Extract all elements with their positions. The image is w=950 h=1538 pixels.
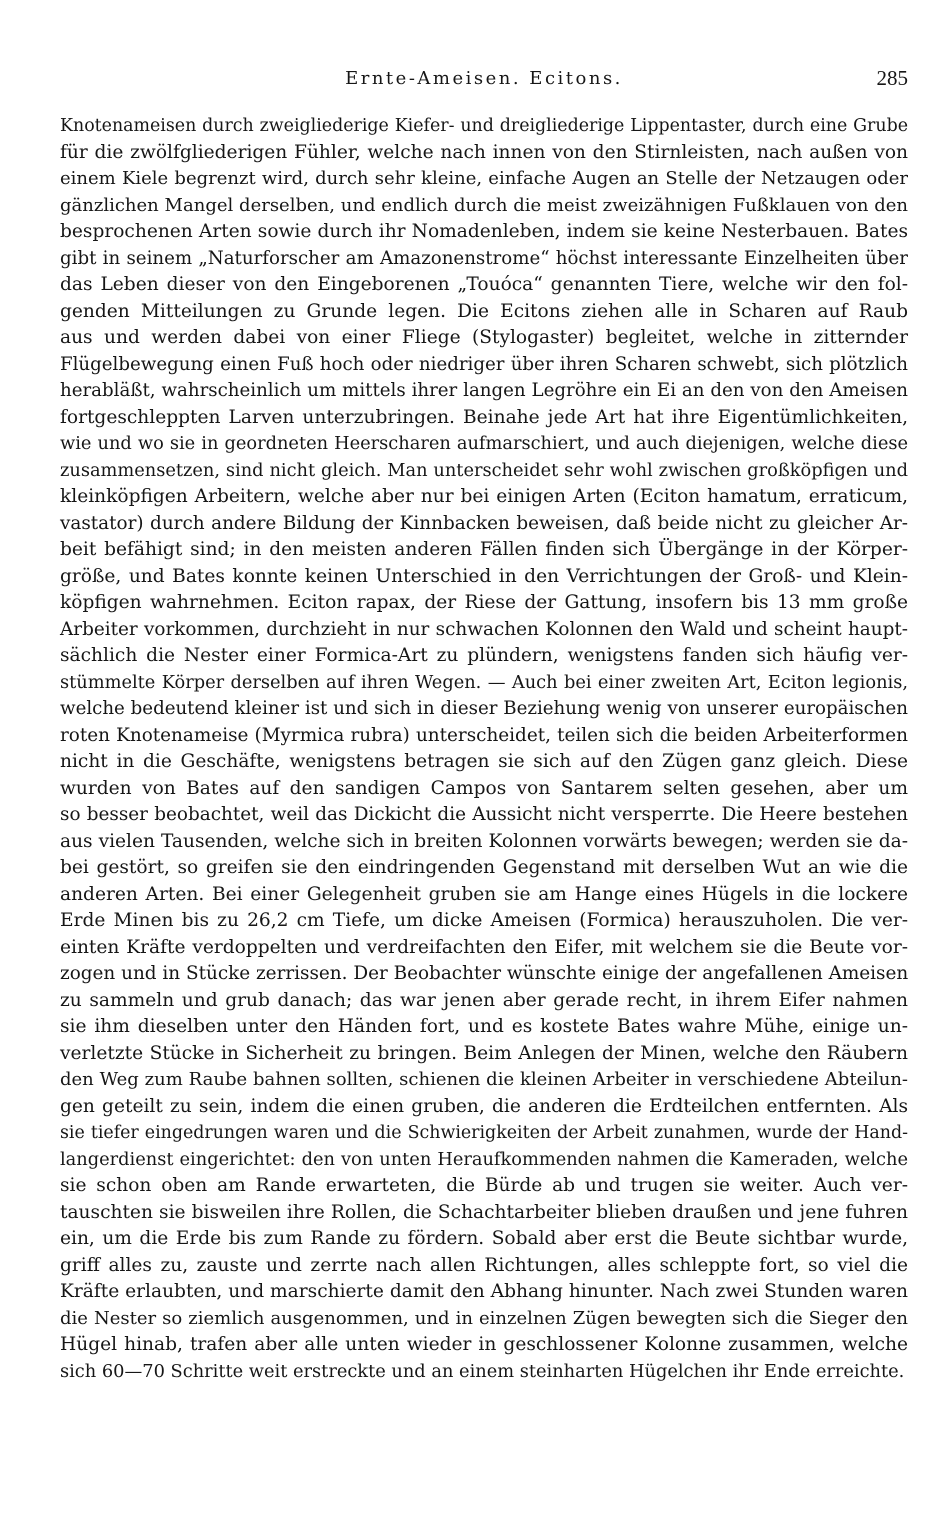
text-line: für die zwölfgliederigen Fühler, welche nach innen von den Stirnleisten, nach außen von bbox=[60, 141, 908, 163]
text-line: sie tiefer eingedrungen waren und die Schwierigkeiten der Arbeit zunahmen, wurde der Hand- bbox=[60, 1123, 908, 1143]
text-line: Kräfte erlaubten, und marschierte damit den Abhang hinunter. Nach zwei Stunden waren bbox=[60, 1281, 908, 1302]
text-line: gen geteilt zu sein, indem die einen gruben, die anderen die Erdteilchen entfernten. Als bbox=[60, 1095, 908, 1117]
text-line: aus und werden dabei von einer Fliege (Stylogaster) begleitet, welche in zitternder bbox=[60, 327, 908, 348]
text-line: zogen und in Stücke zerrissen. Der Beobachter wünschte einige der angefallenen Ameisen bbox=[60, 963, 909, 984]
text-line: nicht in die Geschäfte, wenigstens betragen sie sich auf den Zügen ganz gleich. Diese bbox=[60, 751, 908, 772]
text-line: beit befähigt sind; in den meisten anderen Fällen finden sich Übergänge in der Körper- bbox=[60, 539, 908, 560]
text-line: größe, und Bates konnte keinen Unterschied in den Verrichtungen der Groß- und Klein- bbox=[60, 565, 908, 587]
text-line: besprochenen Arten sowie durch ihr Nomadenleben, indem sie keine Nesterbauen. Bates bbox=[60, 221, 908, 242]
text-line: fortgeschleppten Larven unterzubringen. Beinahe jede Art hat ihre Eigentümlichkeiten, bbox=[60, 406, 908, 428]
text-line: sich 60—70 Schritte weit erstreckte und an einem steinharten Hügelchen ihr Ende erreichte. bbox=[60, 1360, 905, 1382]
text-line: zusammensetzen, sind nicht gleich. Man unterscheidet sehr wohl zwischen großköpfigen und bbox=[60, 459, 908, 481]
text-line: verletzte Stücke in Sicherheit zu bringen. Beim Anlegen der Minen, welche den Räubern bbox=[60, 1042, 908, 1064]
text-line: roten Knotenameise (Myrmica rubra) unterscheidet, teilen sich die beiden Arbeiterformen bbox=[60, 724, 908, 746]
text-line: den Weg zum Raube bahnen sollten, schienen die kleinen Arbeiter in verschiedene Abteilun- bbox=[60, 1069, 908, 1090]
text-line: wurden von Bates auf den sandigen Campos von Santarem selten gesehen, aber um bbox=[60, 777, 908, 799]
text-line: bei gestört, so greifen sie den eindringenden Gegenstand mit derselben Wut an wie die bbox=[60, 857, 908, 878]
text-line: Arbeiter vorkommen, durchzieht in nur schwachen Kolonnen den Wald und scheint haupt- bbox=[60, 618, 908, 640]
text-line: welche bedeutend kleiner ist und sich in dieser Beziehung wenig von unserer europäischen bbox=[60, 698, 908, 719]
page-number: 285 bbox=[876, 66, 908, 90]
running-title: Ernte-Ameisen. Ecitons. bbox=[345, 68, 623, 89]
text-line: Hügel hinab, trafen aber alle unten wieder in geschlossener Kolonne zusammen, welche bbox=[60, 1334, 908, 1355]
text-line: kleinköpfigen Arbeitern, welche aber nur bei einigen Arten (Eciton hamatum, erraticum, bbox=[60, 486, 908, 507]
text-line: das Leben dieser von den Eingeborenen „Touóca“ genannten Tiere, welche wir den fol- bbox=[60, 274, 908, 295]
text-line: sie schon oben am Rande erwarteten, die Bürde ab und trugen sie weiter. Auch ver- bbox=[60, 1175, 908, 1196]
text-line: vastator) durch andere Bildung der Kinnbacken beweisen, daß beide nicht zu gleicher Ar- bbox=[60, 512, 908, 534]
text-line: sie ihm dieselben unter den Händen fort, und es kostete Bates wahre Mühe, einige un- bbox=[60, 1016, 908, 1037]
text-line: wie und wo sie in geordneten Heerscharen aufmarschiert, und auch diejenigen, welche diese bbox=[60, 433, 908, 454]
text-line: köpfigen wahrnehmen. Eciton rapax, der Riese der Gattung, insofern bis 13 mm große bbox=[60, 592, 908, 613]
text-line: gänzlichen Mangel derselben, und endlich durch die meist zweizähnigen Fußklauen von den bbox=[60, 194, 908, 216]
text-line: aus vielen Tausenden, welche sich in breiten Kolonnen vorwärts bewegen; werden sie da- bbox=[60, 830, 908, 852]
body-text bbox=[60, 113, 908, 1385]
running-head bbox=[60, 68, 908, 100]
text-line: Knotenameisen durch zweigliederige Kiefer- und dreigliederige Lippentaster, durch eine Grube bbox=[60, 116, 908, 136]
text-line: tauschten sie bisweilen ihre Rollen, die Schachtarbeiter blieben draußen und jene fuhren bbox=[60, 1201, 908, 1223]
text-line: die Nester so ziemlich ausgenommen, und in einzelnen Zügen bewegten sich die Sieger den bbox=[60, 1307, 908, 1329]
text-line: einten Kräfte verdoppelten und verdreifachten den Eifer, mit welchem sie die Beute vor- bbox=[60, 936, 908, 958]
text-line: sächlich die Nester einer Formica-Art zu plündern, wenigstens fanden sich häufig ver- bbox=[60, 645, 908, 666]
text-line: Flügelbewegung einen Fuß hoch oder niedriger über ihren Scharen schwebt, sich plötzlich bbox=[60, 353, 908, 375]
text-line: genden Mitteilungen zu Grunde legen. Die Ecitons ziehen alle in Scharen auf Raub bbox=[60, 300, 908, 322]
text-line: griff alles zu, zauste und zerrte nach allen Richtungen, alles schleppte fort, so viel die bbox=[60, 1254, 908, 1276]
text-line: Erde Minen bis zu 26,2 cm Tiefe, um dicke Ameisen (Formica) herauszuholen. Die ver- bbox=[60, 910, 908, 931]
text-line: einem Kiele begrenzt wird, durch sehr kleine, einfache Augen an Stelle der Netzaugen oder bbox=[60, 168, 908, 189]
text-line: langerdienst eingerichtet: den von unten Heraufkommenden nahmen die Kameraden, welche bbox=[60, 1148, 908, 1170]
text-line: herabläßt, wahrscheinlich um mittels ihrer langen Legröhre ein Ei an den von den Ameisen bbox=[60, 380, 908, 401]
text-line: so besser beobachtet, weil das Dickicht die Aussicht nicht versperrte. Die Heere bestehen bbox=[60, 804, 908, 825]
text-line: ein, um die Erde bis zum Rande zu fördern. Sobald aber erst die Beute sichtbar wurde, bbox=[60, 1228, 908, 1249]
text-line: stümmelte Körper derselben auf ihren Wegen. — Auch bei einer zweiten Art, Eciton legionis, bbox=[60, 671, 908, 693]
text-line: anderen Arten. Bei einer Gelegenheit gruben sie am Hange eines Hügels in die lockere bbox=[60, 883, 908, 905]
text-line: zu sammeln und grub danach; das war jenen aber gerade recht, in ihrem Eifer nahmen bbox=[60, 989, 908, 1011]
text-line: gibt in seinem „Naturforscher am Amazonenstrome“ höchst interessante Einzelheiten über bbox=[60, 247, 908, 269]
